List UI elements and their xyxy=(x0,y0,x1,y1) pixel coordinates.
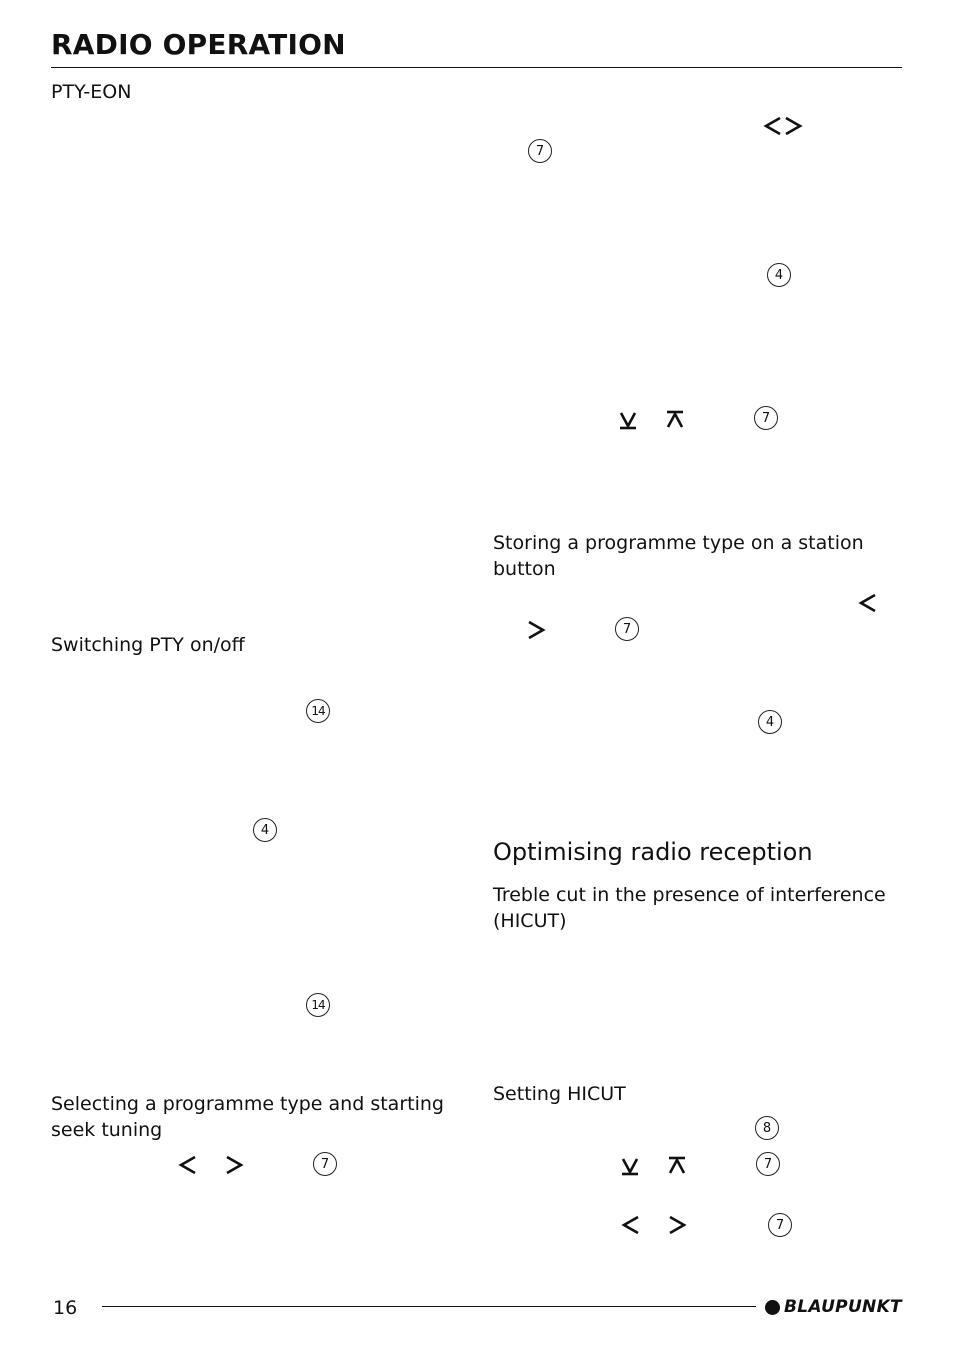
left-arrow-icon xyxy=(621,1214,641,1236)
right-arrow-icon xyxy=(783,115,803,137)
callout-7: 7 xyxy=(756,1152,780,1176)
up-arrow-icon xyxy=(665,409,685,431)
callout-7: 7 xyxy=(615,617,639,641)
callout-7: 7 xyxy=(528,139,552,163)
callout-4: 4 xyxy=(253,818,277,842)
callout-4: 4 xyxy=(758,710,782,734)
brand-logo xyxy=(765,1297,902,1317)
page-number: 16 xyxy=(53,1297,78,1319)
callout-7: 7 xyxy=(754,406,778,430)
heading-pty-eon: PTY-EON xyxy=(51,81,132,103)
right-arrow-icon xyxy=(667,1214,687,1236)
right-arrow-icon xyxy=(224,1154,244,1176)
brand-name: BLAUPUNKT xyxy=(784,1297,902,1317)
callout-7: 7 xyxy=(768,1213,792,1237)
heading-treble-cut: Treble cut in the presence of interference (HICUT) xyxy=(493,884,886,932)
callout-14: 14 xyxy=(306,699,330,723)
left-arrow-icon xyxy=(858,592,878,614)
heading-switching-pty: Switching PTY on/off xyxy=(51,634,245,656)
brand-dot-icon xyxy=(765,1300,780,1315)
callout-4: 4 xyxy=(767,263,791,287)
page-title: RADIO OPERATION xyxy=(51,28,346,61)
down-arrow-icon xyxy=(620,1155,640,1177)
footer-rule xyxy=(102,1306,756,1307)
left-arrow-icon xyxy=(178,1154,198,1176)
callout-7: 7 xyxy=(313,1152,337,1176)
heading-optimising-reception: Optimising radio reception xyxy=(493,838,813,866)
heading-setting-hicut: Setting HICUT xyxy=(493,1083,626,1105)
up-arrow-icon xyxy=(667,1155,687,1177)
down-arrow-icon xyxy=(618,409,638,431)
heading-selecting-programme-type: Selecting a programme type and starting seek tuning xyxy=(51,1093,444,1141)
callout-8: 8 xyxy=(755,1116,779,1140)
heading-storing-programme-type: Storing a programme type on a station button xyxy=(493,532,864,580)
callout-14: 14 xyxy=(306,993,330,1017)
right-arrow-icon xyxy=(526,619,546,641)
header-rule xyxy=(51,67,902,68)
left-arrow-icon xyxy=(763,115,783,137)
